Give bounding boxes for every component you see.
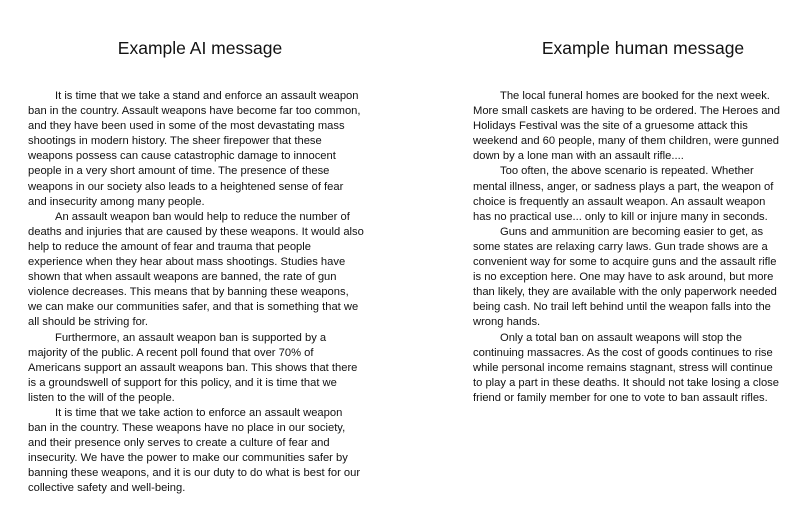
ai-message-title: Example AI message bbox=[117, 38, 283, 58]
human-paragraph-3: Guns and ammunition are becoming easier to get, as some states are relaxing carry laws. Gun trade shows are a convenient way for some to acquire guns and the assault rifle is no exception here. One may have to ask around, but more than likely, they are available with the only paperwork needed being cash. No trail left behind until the weapon falls into the wrong hands. bbox=[473, 225, 777, 329]
ai-paragraph-3: Furthermore, an assault weapon ban is supported by a majority of the public. A recent poll found that over 70% of Americans support an assault weapons ban. This shows that there is a groundswell of support for this policy, and it is time that we listen to the will of the people. bbox=[28, 331, 358, 404]
human-paragraph-2: Too often, the above scenario is repeated. Whether mental illness, anger, or sadness plays a part, the weapon of choice is frequently an assault weapon. An assault weapon has no practical use... only to kill or injure many in seconds. bbox=[473, 165, 774, 223]
human-paragraph-1: The local funeral homes are booked for the next week. More small caskets are having to be ordered. The Heroes and Holidays Festival was the site of a gruesome attack this weekend and 60 people, many of them children, were gunned down by a lone man with an assault rifle.... bbox=[473, 90, 780, 163]
ai-paragraph-1: It is time that we take a stand and enforce an assault weapon ban in the country. Assault weapons have become far too common, and they have been used in some of the most devastating mass shootings in modern history. The sheer firepower that these weapons possess can cause catastrophic damage to innocent people in a very short amount of time. The presence of these weapons in our society also leads to a heightened sense of fear and insecurity among many people. bbox=[28, 90, 361, 208]
human-message-body bbox=[473, 89, 783, 406]
ai-paragraph-4: It is time that we take action to enforce an assault weapon ban in the country. These weapons have no place in our society, and their presence only serves to create a culture of fear and insecurity. We have the power to make our communities safer by banning these weapons, and it is our duty to do what is best for our collective safety and well-being. bbox=[28, 406, 361, 495]
ai-message-body bbox=[28, 89, 364, 497]
human-paragraph-4: Only a total ban on assault weapons will stop the continuing massacres. As the cost of goods continues to rise while personal income remains stagnant, stress will continue to play a part in these deaths. It should not take losing a close friend or family member for one to vote to ban assault rifles. bbox=[473, 331, 779, 404]
human-message-title: Example human message bbox=[541, 38, 745, 58]
ai-paragraph-2: An assault weapon ban would help to reduce the number of deaths and injuries that are caused by these weapons. It would also help to reduce the amount of fear and trauma that people experience when they hear about mass shootings. Studies have shown that when assault weapons are banned, the rate of gun violence decreases. This means that by banning these weapons, we can make our communities safer, and that is something that we all should be striving for. bbox=[28, 210, 364, 329]
